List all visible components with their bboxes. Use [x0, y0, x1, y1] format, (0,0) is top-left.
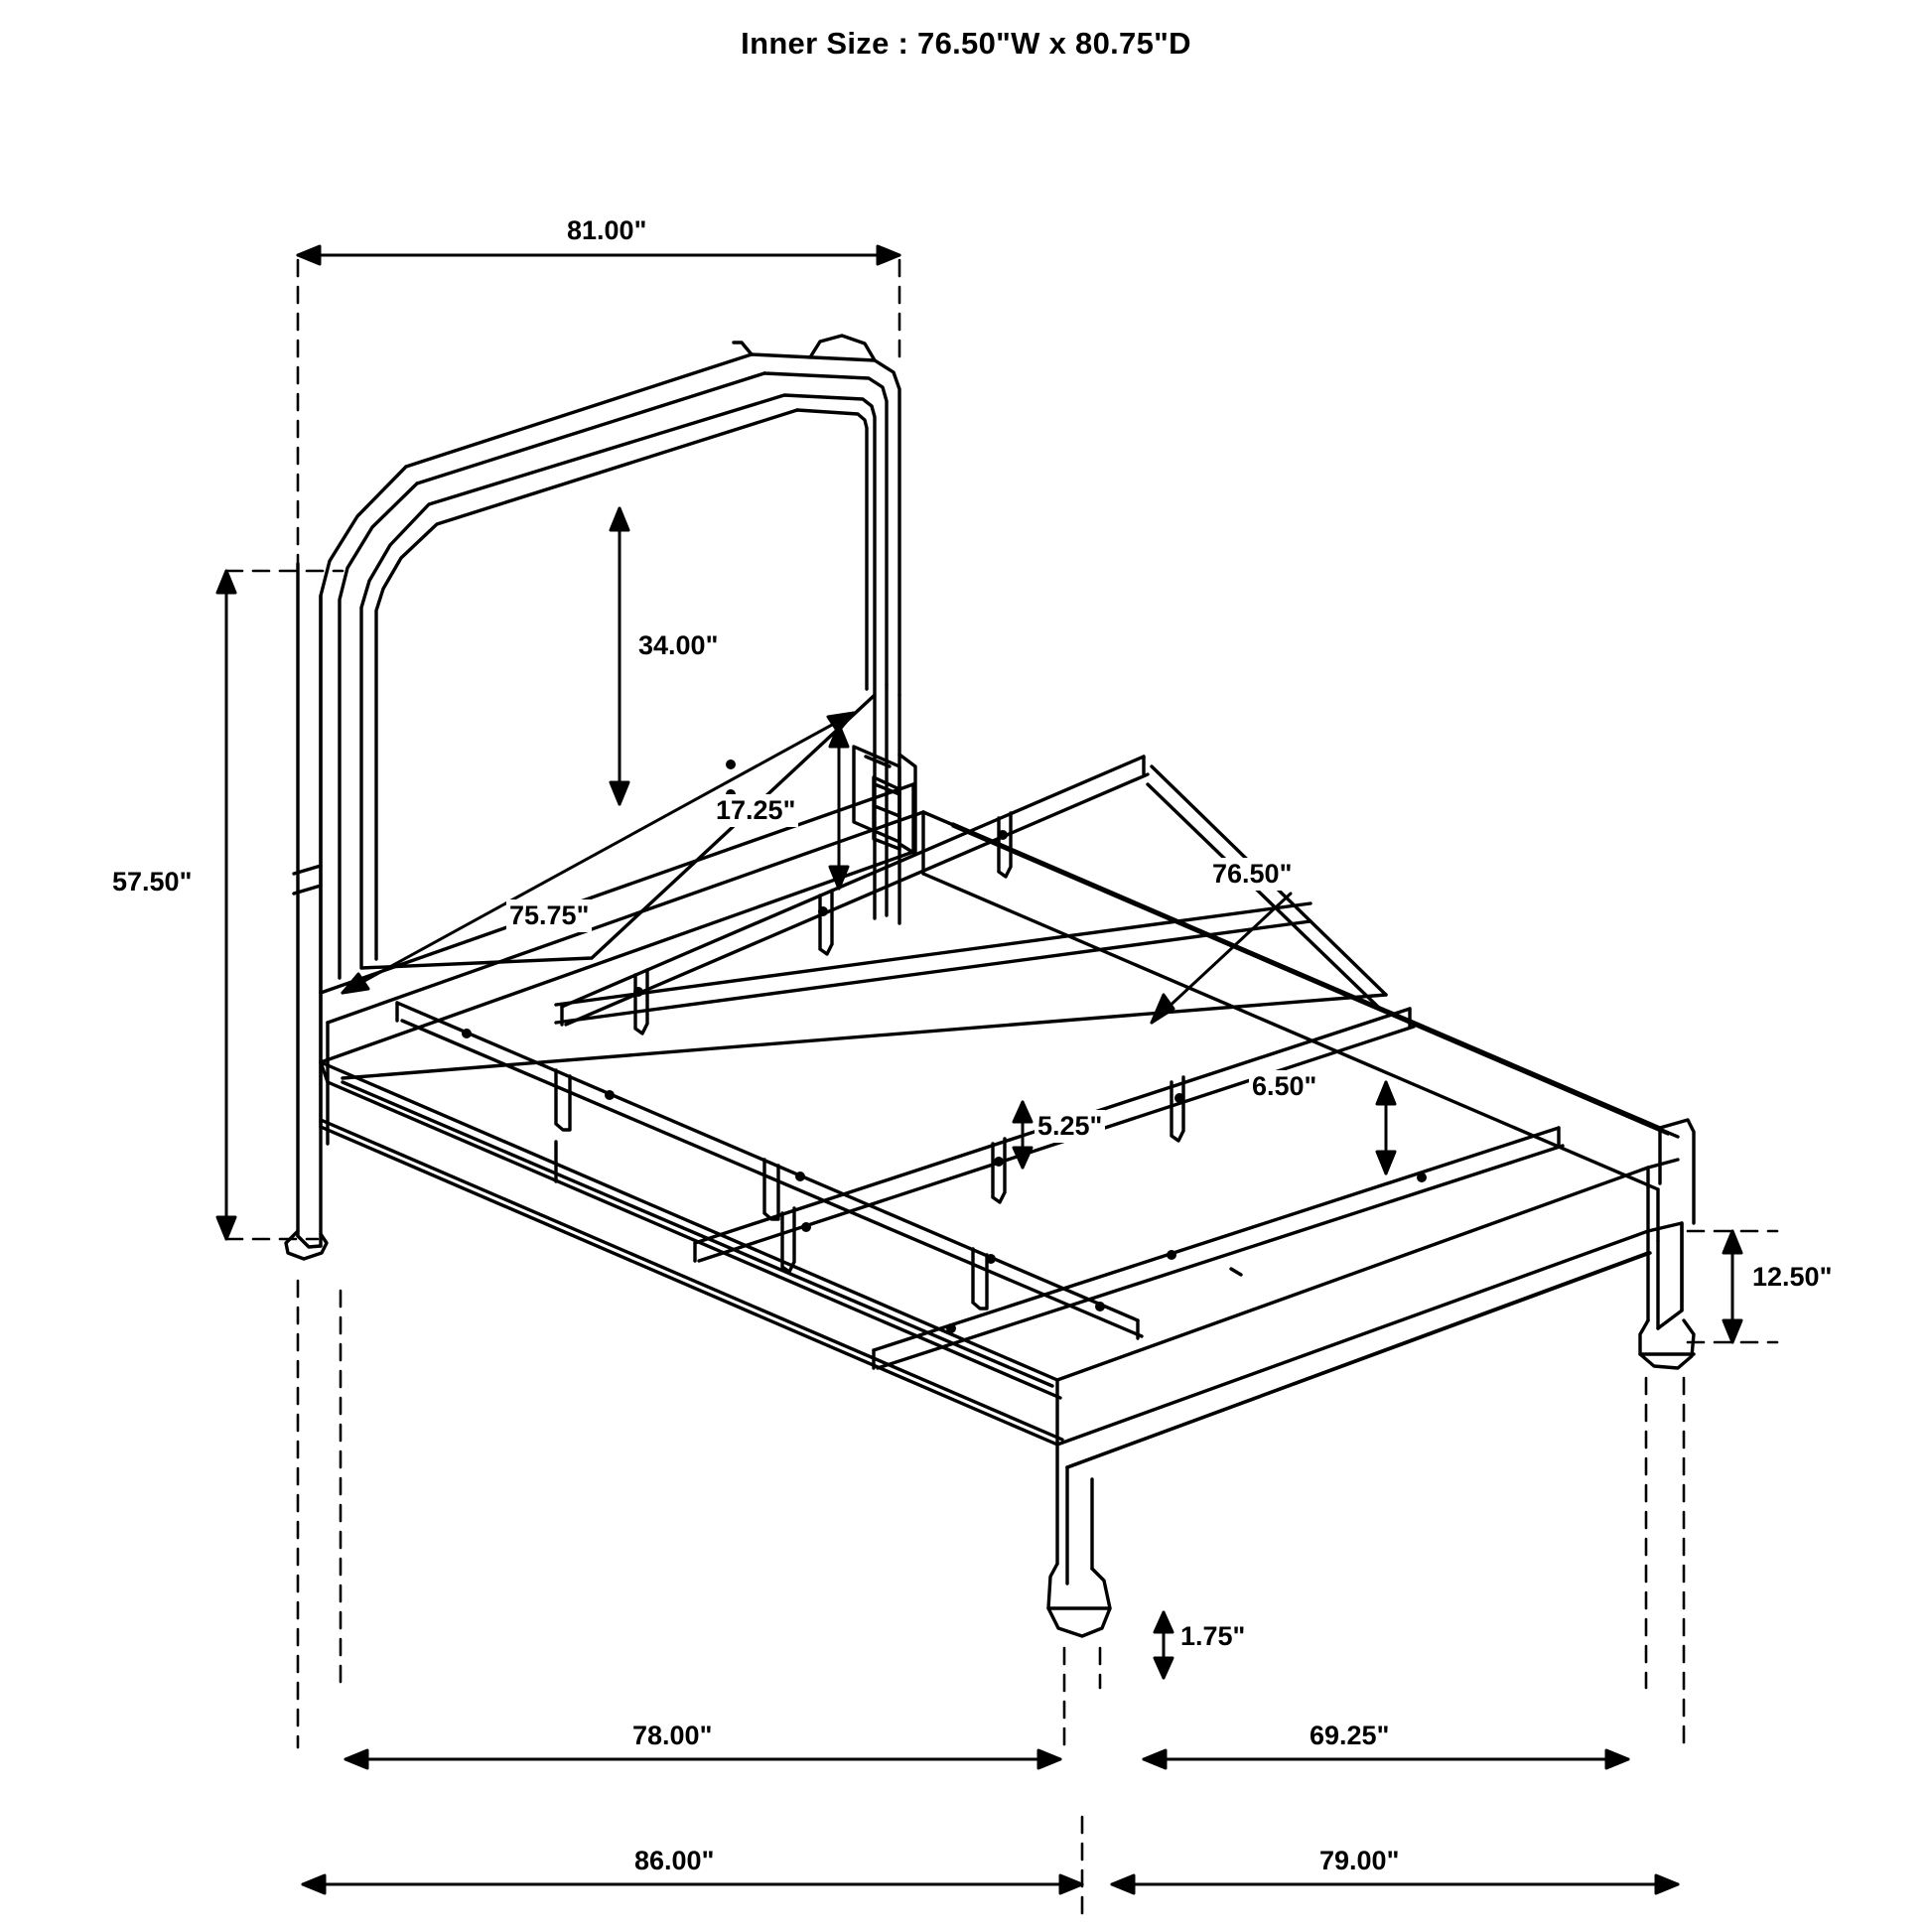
dimension-label-overall-depth: 86.00" — [631, 1845, 717, 1877]
dimension-label-slat-support-height: 6.50" — [1249, 1070, 1319, 1103]
dimension-label-headboard-panel-to-rail: 17.25" — [713, 794, 798, 827]
dimension-label-foot-height: 1.75" — [1177, 1620, 1248, 1653]
dimension-label-overall-headboard-height: 57.50" — [109, 866, 195, 898]
dimension-label-rail-height: 12.50" — [1749, 1261, 1835, 1294]
page-title: Inner Size : 76.50"W x 80.75"D — [741, 26, 1191, 61]
dimension-label-footboard-inner-depth: 78.00" — [629, 1720, 715, 1752]
dimension-label-inner-frame-width: 76.50" — [1209, 858, 1295, 891]
dimension-label-headboard-inner-width: 75.75" — [506, 899, 592, 932]
dimension-label-overall-headboard-width: 81.00" — [564, 214, 649, 247]
dimension-label-slat-leg-height: 5.25" — [1035, 1110, 1105, 1143]
dimension-label-headboard-panel-height: 34.00" — [635, 629, 721, 662]
dimension-label-footboard-inner-width: 69.25" — [1307, 1720, 1392, 1752]
dimension-label-overall-width: 79.00" — [1316, 1845, 1402, 1877]
